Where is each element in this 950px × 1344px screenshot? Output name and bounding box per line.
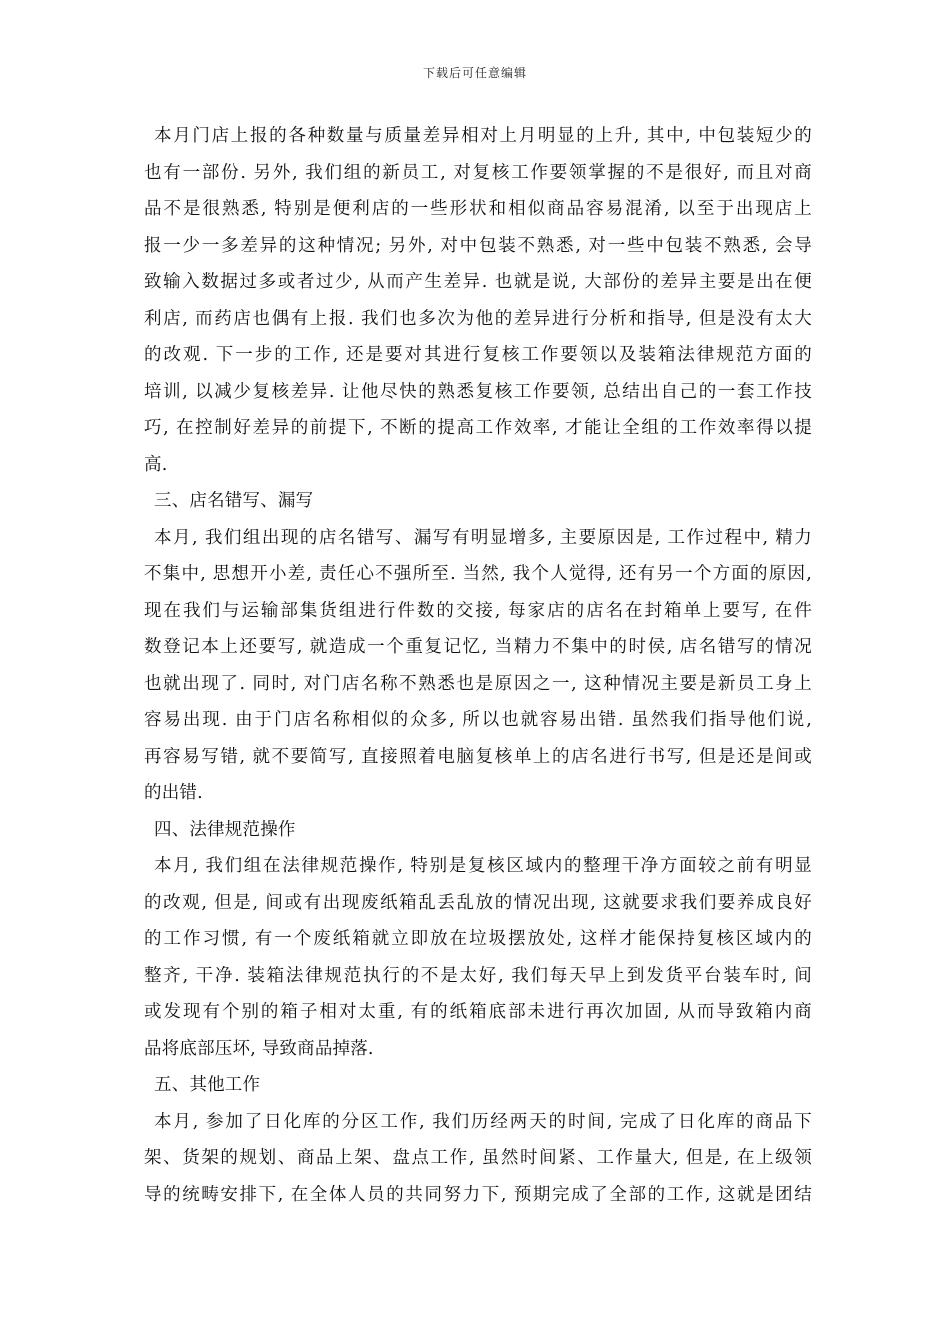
paragraph-line: 本月, 我们组出现的店名错写、漏写有明显增多, 主要原因是, 工作过程中, 精力 [154,527,812,548]
paragraph-line: 本月门店上报的各种数量与质量差异相对上月明显的上升, 其中, 中包装短少的 [154,126,812,146]
paragraph-line: 品不是很熟悉, 特别是便利店的一些形状和相似商品容易混淆, 以至于出现店上 [144,199,812,219]
paragraph-line: 本月, 我们组在法律规范操作, 特别是复核区域内的整理干净方面较之前有明显 [154,856,812,876]
paragraph-line: 现在我们与运输部集货组进行件数的交接, 每家店的店名在封箱单上要写, 在件 [144,600,812,621]
paragraph-line: 不集中, 思想开小差, 责任心不强所至. 当然, 我个人觉得, 还有另一个方面的原因, [144,564,812,584]
paragraph-line: 利店, 而药店也偶有上报. 我们也多次为他的差异进行分析和指导, 但是没有太大 [144,308,812,329]
section-heading: 五、其他工作 [154,1075,261,1095]
paragraph-line: 的改观, 但是, 间或有出现废纸箱乱丢乱放的情况出现, 这就要求我们要养成良好 [144,892,812,913]
section-heading: 三、店名错写、漏写 [154,491,314,511]
paragraph-line: 容易出现. 由于门店名称相似的众多, 所以也就容易出错. 虽然我们指导他们说, [144,710,812,730]
paragraph-line: 的出错. [144,783,203,803]
document-body [144,118,812,1213]
paragraph-line: 数登记本上还要写, 就造成一个重复记忆, 当精力不集中的时侯, 店名错写的情况 [144,637,812,657]
paragraph-line: 致输入数据过多或者过少, 从而产生差异. 也就是说, 大部份的差异主要是出在便 [144,272,812,292]
paragraph-line: 再容易写错, 就不要简写, 直接照着电脑复核单上的店名进行书写, 但是还是间或 [144,746,812,767]
paragraph-line: 的改观. 下一步的工作, 还是要对其进行复核工作要领以及装箱法律规范方面的 [144,345,812,365]
paragraph-line: 巧, 在控制好差异的前提下, 不断的提高工作效率, 才能让全组的工作效率得以提 [144,418,812,438]
header-note: 下载后可任意编辑 [422,66,527,80]
paragraph-line: 报一少一多差异的这种情况; 另外, 对中包装不熟悉, 对一些中包装不熟悉, 会导 [144,235,812,256]
paragraph-line: 导的统畴安排下, 在全体人员的共同努力下, 预期完成了全部的工作, 这就是团结 [144,1184,812,1205]
paragraph-line: 也有一部份. 另外, 我们组的新员工, 对复核工作要领掌握的不是很好, 而且对商 [144,162,812,183]
paragraph-line: 整齐, 干净. 装箱法律规范执行的不是太好, 我们每天早上到发货平台装车时, 间 [144,965,812,986]
paragraph-line: 培训, 以减少复核差异. 让他尽快的熟悉复核工作要领, 总结出自己的一套工作技 [144,381,812,402]
paragraph-line: 架、货架的规划、商品上架、盘点工作, 虽然时间紧、工作量大, 但是, 在上级领 [144,1148,812,1168]
paragraph-line: 的工作习惯, 有一个废纸箱就立即放在垃圾摆放处, 这样才能保持复核区域内的 [144,929,812,949]
paragraph-line: 品将底部压坏, 导致商品掉落. [144,1038,374,1059]
paragraph-line: 本月, 参加了日化库的分区工作, 我们历经两天的时间, 完成了日化库的商品下 [154,1111,812,1132]
section-heading: 四、法律规范操作 [154,819,296,840]
paragraph-line: 高. [144,454,168,475]
paragraph-line: 或发现有个别的箱子相对太重, 有的纸箱底部未进行再次加固, 从而导致箱内商 [144,1002,812,1022]
paragraph-line: 也就出现了. 同时, 对门店名称不熟悉也是原因之一, 这种情况主要是新员工身上 [144,673,812,694]
